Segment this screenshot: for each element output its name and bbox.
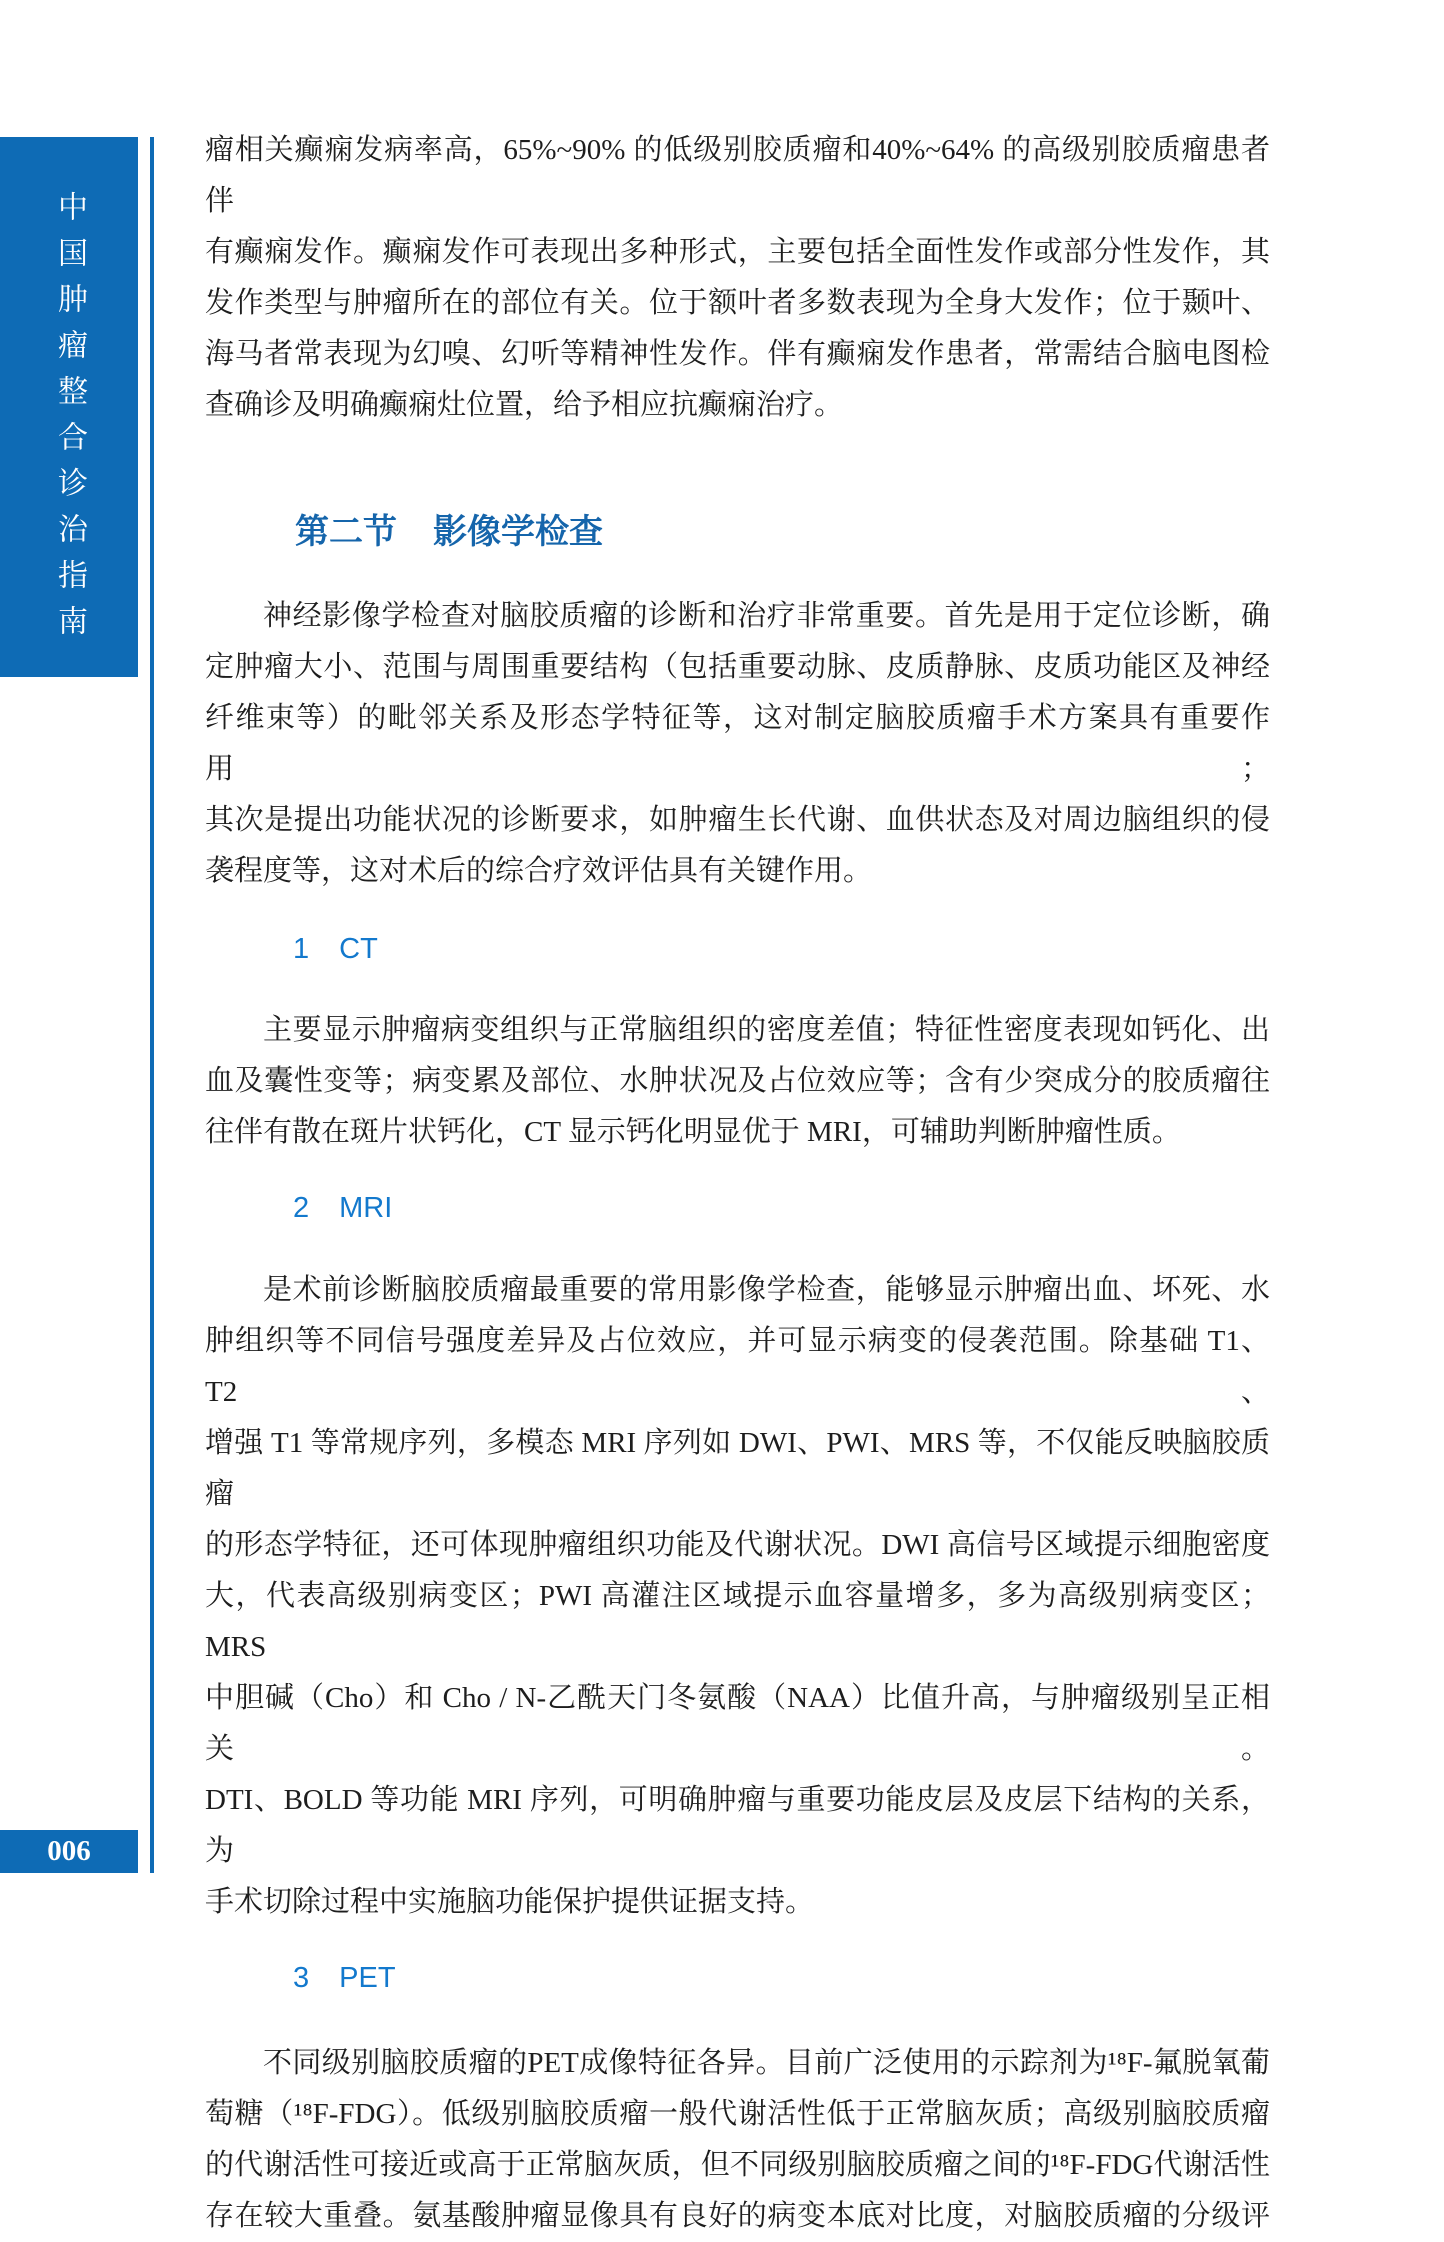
subsection-title: CT — [339, 933, 378, 965]
text-line: 的代谢活性可接近或高于正常脑灰质，但不同级别脑胶质瘤之间的¹⁸F-FDG代谢活性 — [205, 2149, 1270, 2181]
book-title-banner — [0, 137, 138, 677]
text-line: 发作类型与肿瘤所在的部位有关。位于额叶者多数表现为全身大发作；位于颞叶、 — [205, 287, 1270, 319]
text-line: DTI、BOLD 等功能 MRI 序列，可明确肿瘤与重要功能皮层及皮层下结构的关系，为 — [205, 1784, 1270, 1867]
text-line: 是术前诊断脑胶质瘤最重要的常用影像学检查，能够显示肿瘤出血、坏死、水 — [263, 1274, 1270, 1306]
paragraph-pet — [205, 2038, 1270, 2242]
page-content — [205, 0, 1270, 2242]
paragraph-neuroimaging-overview — [205, 591, 1270, 897]
text-line: 肿组织等不同信号强度差异及占位效应，并可显示病变的侵袭范围。除基础 T1、T2、 — [205, 1325, 1270, 1408]
text-line: 大，代表高级别病变区；PWI 高灌注区域提示血容量增多，多为高级别病变区；MRS — [205, 1580, 1270, 1663]
subsection-number: 1 — [293, 933, 310, 965]
page-number: 006 — [47, 1835, 91, 1867]
text-line: 主要显示肿瘤病变组织与正常脑组织的密度差值；特征性密度表现如钙化、出 — [263, 1014, 1270, 1046]
text-line: 萄糖（¹⁸F-FDG）。低级别脑胶质瘤一般代谢活性低于正常脑灰质；高级别脑胶质瘤 — [205, 2098, 1270, 2130]
text-line: 其次是提出功能状况的诊断要求，如肿瘤生长代谢、血供状态及对周边脑组织的侵 — [205, 804, 1270, 836]
text-line: 不同级别脑胶质瘤的PET成像特征各异。目前广泛使用的示踪剂为¹⁸F-氟脱氧葡 — [263, 2047, 1270, 2079]
subsection-heading-mri — [205, 1192, 1270, 1224]
section-heading — [205, 513, 1270, 553]
text-line: 增强 T1 等常规序列，多模态 MRI 序列如 DWI、PWI、MRS 等，不仅能反映脑胶质瘤 — [205, 1427, 1270, 1510]
text-line: 纤维束等）的毗邻关系及形态学特征等，这对制定脑胶质瘤手术方案具有重要作用； — [205, 702, 1270, 785]
text-line: 的形态学特征，还可体现肿瘤组织功能及代谢状况。DWI 高信号区域提示细胞密度 — [205, 1529, 1270, 1561]
text-line: 血及囊性变等；病变累及部位、水肿状况及占位效应等；含有少突成分的胶质瘤往 — [205, 1065, 1270, 1097]
page-number-badge — [0, 1830, 138, 1873]
text-line: 手术切除过程中实施脑功能保护提供证据支持。 — [205, 1886, 815, 1918]
text-line: 定肿瘤大小、范围与周围重要结构（包括重要动脉、皮质静脉、皮质功能区及神经 — [205, 651, 1270, 683]
paragraph-ct — [205, 1005, 1270, 1158]
text-line: 瘤相关癫痫发病率高，65%~90% 的低级别胶质瘤和40%~64% 的高级别胶质瘤患者伴 — [205, 134, 1270, 217]
paragraph-epilepsy-continuation — [205, 125, 1270, 431]
subsection-title: MRI — [339, 1192, 393, 1224]
subsection-heading-ct — [205, 933, 1270, 965]
text-line: 往伴有散在斑片状钙化，CT 显示钙化明显优于 MRI，可辅助判断肿瘤性质。 — [205, 1116, 1181, 1148]
text-line: 袭程度等，这对术后的综合疗效评估具有关键作用。 — [205, 855, 873, 887]
text-line: 中胆碱（Cho）和 Cho / N-乙酰天门冬氨酸（NAA）比值升高，与肿瘤级别呈正相关。 — [205, 1682, 1270, 1765]
subsection-heading-pet — [205, 1962, 1270, 1994]
text-line: 海马者常表现为幻嗅、幻听等精神性发作。伴有癫痫发作患者，常需结合脑电图检 — [205, 338, 1270, 370]
text-line: 有癫痫发作。癫痫发作可表现出多种形式，主要包括全面性发作或部分性发作，其 — [205, 236, 1270, 268]
subsection-title: PET — [339, 1962, 396, 1994]
book-title-vertical-text: 中国肿瘤整合诊治指南 — [53, 191, 86, 651]
sidebar-vertical-rule — [150, 137, 154, 1873]
subsection-number: 3 — [293, 1962, 310, 1994]
text-line: 神经影像学检查对脑胶质瘤的诊断和治疗非常重要。首先是用于定位诊断，确 — [263, 600, 1270, 632]
text-line: 存在较大重叠。氨基酸肿瘤显像具有良好的病变本底对比度，对脑胶质瘤的分级评 — [205, 2200, 1270, 2232]
paragraph-mri — [205, 1265, 1270, 1928]
section-title: 影像学检查 — [433, 514, 603, 551]
subsection-number: 2 — [293, 1192, 310, 1224]
section-number: 第二节 — [295, 514, 397, 551]
text-line: 查确诊及明确癫痫灶位置，给予相应抗癫痫治疗。 — [205, 389, 844, 421]
